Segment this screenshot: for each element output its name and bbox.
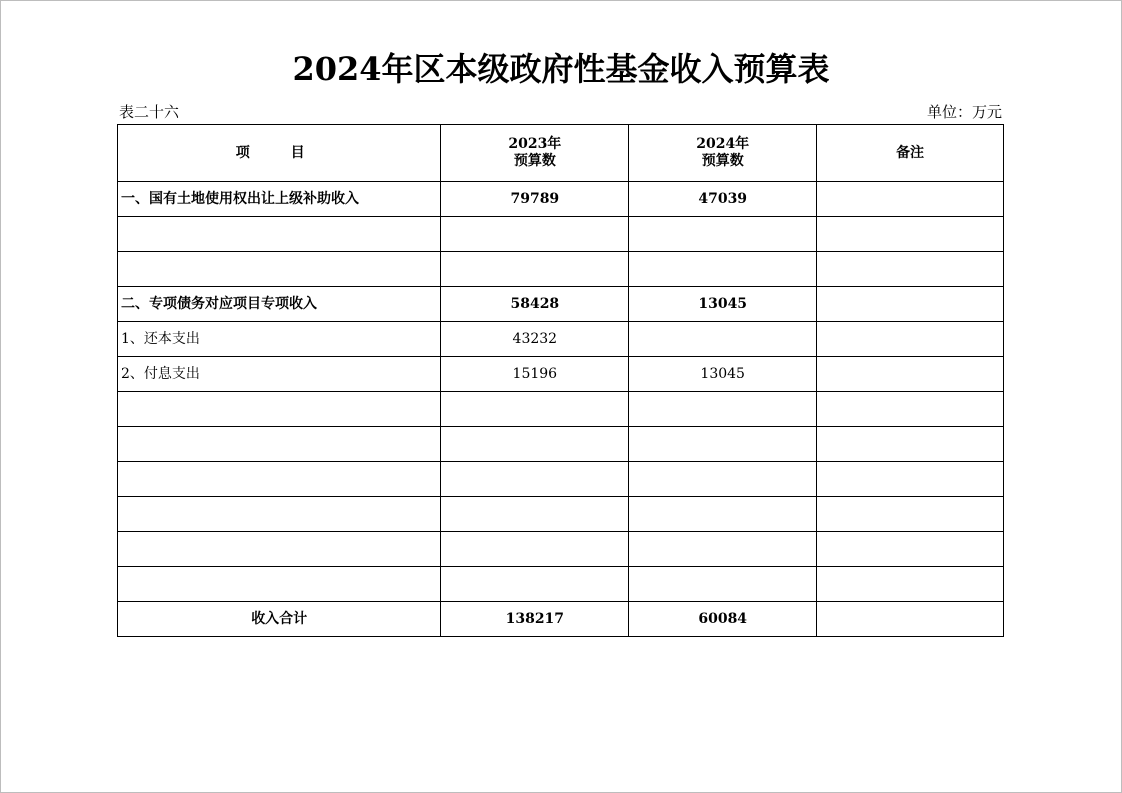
row-2023-value [441,252,629,287]
row-item [118,462,441,497]
row-2024-value [629,497,817,532]
header-2024-budget [629,125,817,182]
row-2024-value: 13045 [629,357,817,392]
row-note [817,497,1004,532]
total-2024-value: 60084 [629,602,817,637]
row-2023-value [441,567,629,602]
header-note: 备注 [817,125,1004,182]
row-note [817,357,1004,392]
header-2024-year: 2024年 [696,136,750,152]
budget-table [117,124,1004,637]
table-row [118,287,1004,322]
row-item [118,392,441,427]
table-row [118,497,1004,532]
unit-label: 单位：万元 [926,103,1002,121]
row-2023-value: 15196 [441,357,629,392]
total-2023-value: 138217 [441,602,629,637]
row-2023-value [441,427,629,462]
header-item: 项 目 [118,125,441,182]
row-note [817,322,1004,357]
row-item [118,217,441,252]
row-item [118,427,441,462]
row-item: 1、还本支出 [118,322,441,357]
row-2023-value [441,462,629,497]
row-2023-value: 43232 [441,322,629,357]
header-2023-label: 预算数 [513,153,556,169]
row-item [118,567,441,602]
table-row [118,217,1004,252]
row-item: 2、付息支出 [118,357,441,392]
table-row [118,532,1004,567]
table-row [118,322,1004,357]
row-2024-value [629,217,817,252]
table-row [118,462,1004,497]
row-item [118,252,441,287]
row-item [118,497,441,532]
table-number-label: 表二十六 [119,103,180,121]
row-note [817,392,1004,427]
table-row [118,252,1004,287]
row-2023-value: 58428 [441,287,629,322]
total-label: 收入合计 [118,602,441,637]
row-2024-value [629,392,817,427]
header-2023-year: 2023年 [508,136,562,152]
row-note [817,462,1004,497]
total-row [118,602,1004,637]
row-item: 一、国有土地使用权出让上级补助收入 [118,182,441,217]
row-2024-value [629,462,817,497]
row-2023-value [441,217,629,252]
row-note [817,287,1004,322]
row-2023-value: 79789 [441,182,629,217]
row-2024-value [629,427,817,462]
row-2023-value [441,392,629,427]
total-note [817,602,1004,637]
row-2024-value [629,252,817,287]
row-2024-value [629,567,817,602]
header-2023-budget [441,125,629,182]
row-note [817,182,1004,217]
row-note [817,427,1004,462]
header-2024-label: 预算数 [701,153,744,169]
table-header-row [118,125,1004,182]
row-note [817,252,1004,287]
table-row [118,427,1004,462]
row-note [817,217,1004,252]
table-row [118,182,1004,217]
row-note [817,567,1004,602]
row-2023-value [441,497,629,532]
row-note [817,532,1004,567]
table-row [118,567,1004,602]
table-row [118,357,1004,392]
document-title: 2024年区本级政府性基金收入预算表 [292,50,830,88]
row-2024-value: 47039 [629,182,817,217]
table-row [118,392,1004,427]
row-2024-value: 13045 [629,287,817,322]
row-2023-value [441,532,629,567]
row-2024-value [629,532,817,567]
row-item [118,532,441,567]
row-item: 二、专项债务对应项目专项收入 [118,287,441,322]
row-2024-value [629,322,817,357]
